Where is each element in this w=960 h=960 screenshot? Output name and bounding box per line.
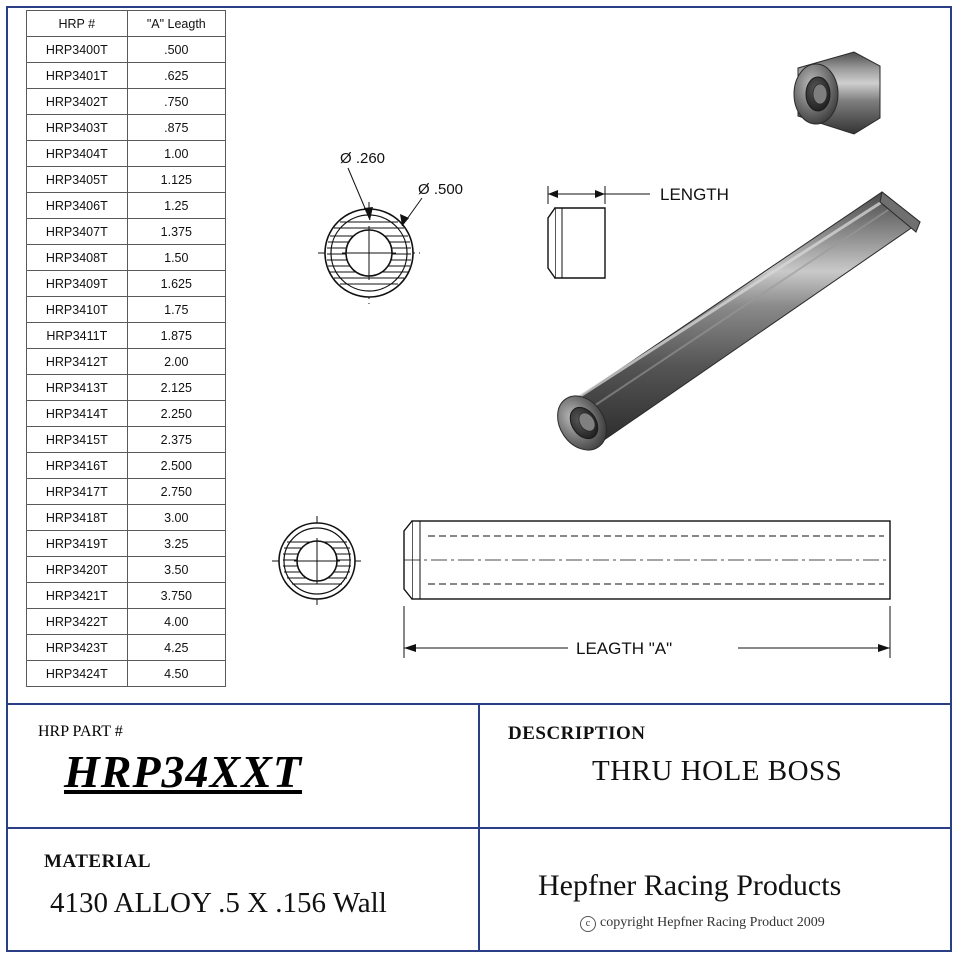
cell-part-number: HRP3424T [27, 661, 128, 687]
dim-outer-diameter-text: Ø .500 [418, 181, 464, 198]
cell-part-number: HRP3421T [27, 583, 128, 609]
table-row [27, 453, 226, 479]
cell-length: 2.250 [127, 401, 225, 427]
cell-part-number: HRP3409T [27, 271, 128, 297]
table-row [27, 271, 226, 297]
table-row [27, 323, 226, 349]
table-row [27, 219, 226, 245]
table-row [27, 661, 226, 687]
drawing-area [230, 8, 952, 700]
cell-length: 1.375 [127, 219, 225, 245]
cell-part-number: HRP3401T [27, 63, 128, 89]
cell-length: 1.00 [127, 141, 225, 167]
cell-length: 2.00 [127, 349, 225, 375]
cell-part-number: HRP3412T [27, 349, 128, 375]
label-length-text: LENGTH [660, 185, 729, 204]
material-label: MATERIAL [44, 851, 152, 872]
cell-length: 1.50 [127, 245, 225, 271]
parts-table [26, 10, 226, 687]
cell-length: 1.875 [127, 323, 225, 349]
boss-3d-view [794, 52, 880, 134]
table-row [27, 427, 226, 453]
table-row [27, 349, 226, 375]
cell-part-number: HRP3419T [27, 531, 128, 557]
cell-length: 3.25 [127, 531, 225, 557]
cell-length: 4.50 [127, 661, 225, 687]
part-number-value: HRP34XXT [64, 746, 303, 797]
cell-part-number: HRP3402T [27, 89, 128, 115]
cell-length: 1.75 [127, 297, 225, 323]
cell-length: 4.00 [127, 609, 225, 635]
table-row [27, 37, 226, 63]
cell-part-number: HRP3410T [27, 297, 128, 323]
cell-length: 2.125 [127, 375, 225, 401]
table-row [27, 531, 226, 557]
table-row [27, 115, 226, 141]
table-row [27, 557, 226, 583]
label-length-a-text: LEAGTH "A" [576, 639, 673, 658]
section-view-circle-top [318, 150, 463, 304]
table-row [27, 505, 226, 531]
cell-part-number: HRP3416T [27, 453, 128, 479]
cell-length: .625 [127, 63, 225, 89]
cell-part-number: HRP3415T [27, 427, 128, 453]
cell-part-number: HRP3407T [27, 219, 128, 245]
cell-part-number: HRP3420T [27, 557, 128, 583]
cell-length: .500 [127, 37, 225, 63]
title-block-top-divider [8, 703, 952, 705]
table-row [27, 583, 226, 609]
cell-length: 4.25 [127, 635, 225, 661]
column-header-part-number: HRP # [27, 11, 128, 37]
table-row [27, 375, 226, 401]
cell-part-number: HRP3414T [27, 401, 128, 427]
table-row [27, 245, 226, 271]
cell-part-number: HRP3411T [27, 323, 128, 349]
copyright-notice [580, 915, 825, 932]
cell-part-number: HRP3413T [27, 375, 128, 401]
drawing-svg [230, 8, 952, 700]
cell-length: 1.25 [127, 193, 225, 219]
cell-part-number: HRP3403T [27, 115, 128, 141]
cell-length: 3.750 [127, 583, 225, 609]
cell-length: 1.625 [127, 271, 225, 297]
cell-part-number: HRP3406T [27, 193, 128, 219]
copyright-text: copyright Hepfner Racing Product 2009 [600, 915, 825, 930]
cell-length: 2.750 [127, 479, 225, 505]
cell-part-number: HRP3400T [27, 37, 128, 63]
cell-length: 2.375 [127, 427, 225, 453]
table-row [27, 479, 226, 505]
cell-length: 3.00 [127, 505, 225, 531]
cell-length: 1.125 [127, 167, 225, 193]
cell-length: 3.50 [127, 557, 225, 583]
table-row [27, 193, 226, 219]
title-block-vertical-divider [478, 703, 480, 952]
part-number-label: HRP PART # [38, 723, 123, 740]
table-row [27, 141, 226, 167]
cell-part-number: HRP3422T [27, 609, 128, 635]
table-row [27, 635, 226, 661]
description-label: DESCRIPTION [508, 723, 646, 744]
cell-part-number: HRP3418T [27, 505, 128, 531]
tube-side-view [404, 521, 890, 662]
cell-length: .875 [127, 115, 225, 141]
table-row [27, 401, 226, 427]
table-row [27, 167, 226, 193]
title-block-mid-divider [8, 827, 952, 829]
table-row [27, 63, 226, 89]
section-view-circle-bottom [272, 516, 362, 606]
material-value: 4130 ALLOY .5 X .156 Wall [50, 887, 387, 919]
cell-part-number: HRP3408T [27, 245, 128, 271]
table-row [27, 609, 226, 635]
description-value: THRU HOLE BOSS [592, 755, 843, 787]
cell-part-number: HRP3423T [27, 635, 128, 661]
table-header-row [27, 11, 226, 37]
boss-side-view [548, 185, 729, 278]
table-row [27, 89, 226, 115]
copyright-icon: c [580, 916, 596, 932]
cell-length: 2.500 [127, 453, 225, 479]
cell-part-number: HRP3404T [27, 141, 128, 167]
cell-part-number: HRP3405T [27, 167, 128, 193]
title-block [8, 703, 952, 952]
table-row [27, 297, 226, 323]
company-name: Hepfner Racing Products [538, 869, 842, 902]
dim-inner-diameter-text: Ø .260 [340, 150, 386, 167]
column-header-length: "A" Leagth [127, 11, 225, 37]
cell-part-number: HRP3417T [27, 479, 128, 505]
cell-length: .750 [127, 89, 225, 115]
